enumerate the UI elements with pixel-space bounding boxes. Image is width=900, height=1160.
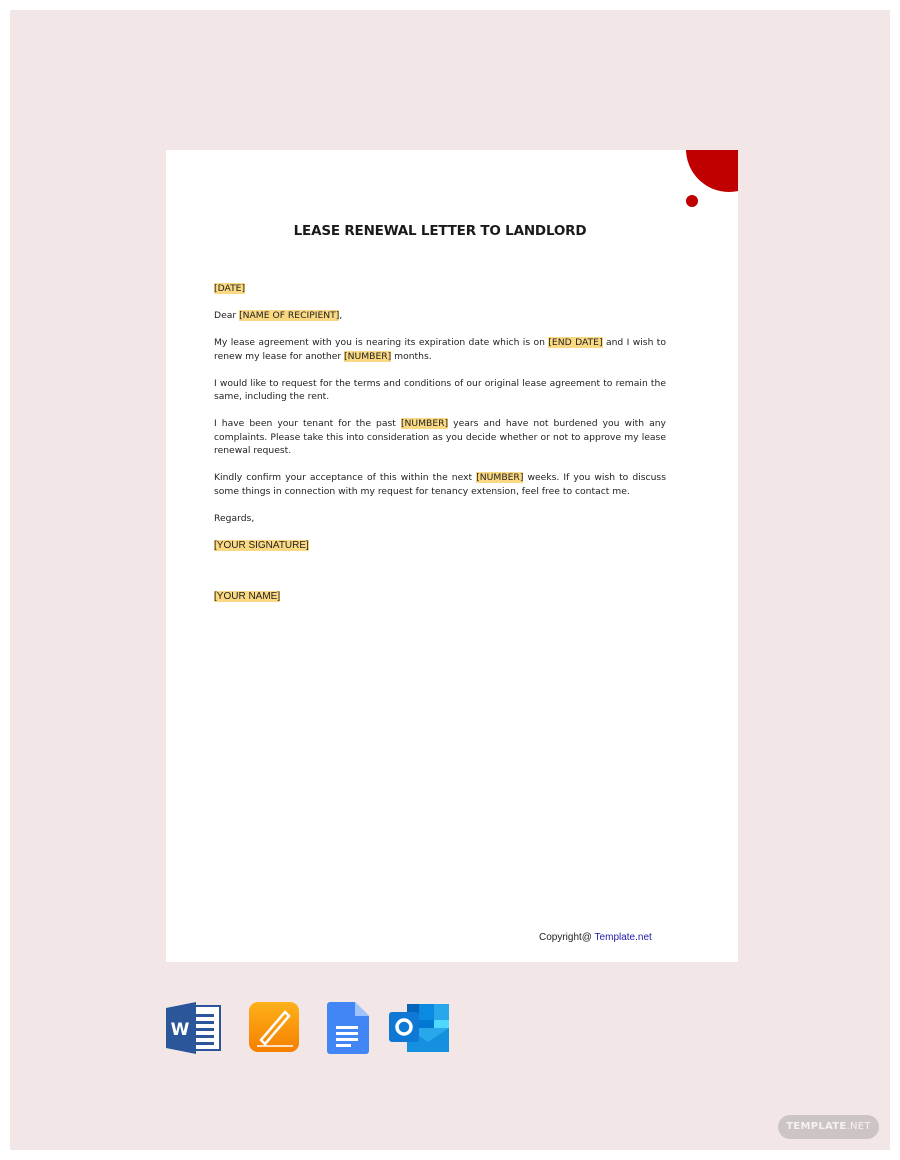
date-line — [214, 282, 666, 296]
years-number-placeholder: [NUMBER] — [400, 418, 449, 429]
paragraph-4-text: weeks. If you wish to discuss some things in connection with my request for tenancy extension, feel free to contact me. — [214, 472, 666, 497]
recipient-placeholder: [NAME OF RECIPIENT] — [239, 310, 340, 321]
date-placeholder: [DATE] — [214, 283, 246, 294]
letter-body — [214, 282, 666, 617]
google-docs-icon[interactable] — [327, 1002, 369, 1059]
decorative-red-dot — [686, 195, 698, 207]
document-page — [166, 150, 738, 962]
signature-line — [214, 539, 666, 553]
paragraph-3-text: years and have not burdened you with any complaints. Please take this into consideration as you decide whether or not to approve my lease renewal request. — [214, 418, 666, 456]
salutation-prefix: Dear — [214, 310, 240, 321]
name-placeholder: [YOUR NAME] — [214, 590, 281, 602]
weeks-number-placeholder: [NUMBER] — [476, 472, 524, 483]
watermark-bold-text: TEMPLATE — [786, 1121, 847, 1132]
name-line — [214, 590, 666, 604]
months-number-placeholder: [NUMBER] — [344, 350, 392, 362]
end-date-placeholder: [END DATE] — [548, 337, 603, 348]
microsoft-word-icon[interactable] — [166, 1002, 222, 1059]
signature-placeholder: [YOUR SIGNATURE] — [214, 539, 309, 551]
document-title: LEASE RENEWAL LETTER TO LANDLORD — [293, 223, 587, 239]
closing: Regards, — [214, 512, 255, 524]
template-net-link[interactable]: Template.net — [594, 932, 652, 943]
paragraph-1 — [214, 336, 666, 363]
paragraph-4-text: Kindly confirm your acceptance of this within the next — [214, 472, 477, 483]
copyright-prefix: Copyright@ — [539, 932, 595, 943]
decorative-red-circle — [686, 150, 738, 192]
paragraph-4 — [214, 471, 666, 498]
watermark-thin-text: .NET — [846, 1121, 871, 1132]
paragraph-1-text: months. — [391, 350, 432, 362]
paragraph-3-text: I have been your tenant for the past — [214, 418, 401, 429]
template-net-watermark[interactable] — [778, 1115, 879, 1139]
salutation — [214, 309, 666, 323]
microsoft-outlook-icon[interactable] — [389, 1002, 451, 1059]
apple-pages-icon[interactable] — [249, 1002, 301, 1059]
paragraph-3 — [214, 417, 666, 458]
salutation-suffix: , — [339, 310, 343, 321]
svg-text:W: W — [170, 1020, 190, 1040]
paragraph-1-text: My lease agreement with you is nearing its expiration date which is on — [214, 337, 549, 348]
paragraph-2: I would like to request for the terms and conditions of our original lease agreement to remain the same, including the rent. — [214, 377, 666, 402]
copyright-notice — [539, 932, 652, 943]
paragraph-1-text: and I wish to renew my lease for another — [214, 337, 666, 362]
